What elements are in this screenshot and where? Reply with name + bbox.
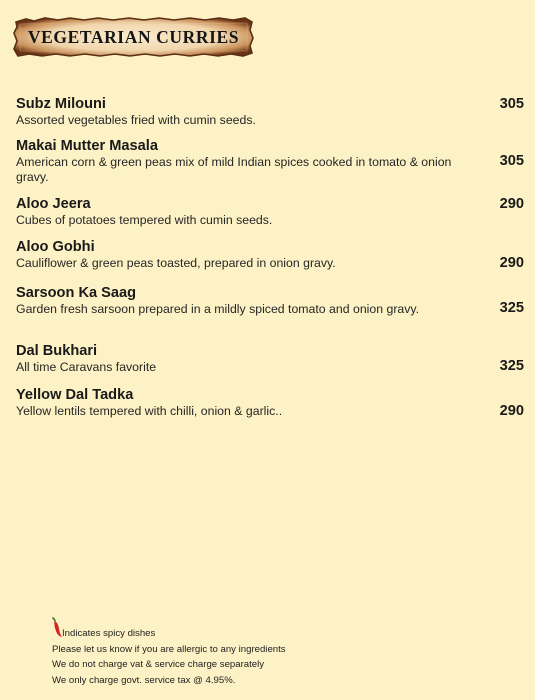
dish-name: Sarsoon Ka Saag (16, 285, 137, 301)
dish-description: Cubes of potatoes tempered with cumin seeds. (16, 213, 273, 227)
dish-name: Subz Milouni (16, 96, 106, 112)
dish-description: Yellow lentils tempered with chilli, onion & garlic.. (16, 404, 283, 418)
dish-price: 325 (499, 300, 524, 316)
dish-price: 325 (499, 358, 524, 374)
dish-price: 290 (499, 196, 524, 212)
dish-price: 290 (499, 403, 524, 419)
menu-item-aloo-gobhi (16, 239, 524, 271)
vat-note: We do not charge vat & service charge separately (52, 659, 265, 671)
dish-price: 305 (499, 153, 524, 169)
service-tax-note: We only charge govt. service tax @ 4.95%. (52, 674, 236, 686)
spicy-note: Indicates spicy dishes (62, 628, 156, 639)
section-title: VEGETARIAN CURRIES (27, 27, 240, 47)
menu-notes (52, 626, 286, 688)
dish-name: Yellow Dal Tadka (16, 387, 134, 403)
dish-description: Garden fresh sarsoon prepared in a mildly spiced tomato and onion gravy. (16, 302, 420, 316)
dish-description: American corn & green peas mix of mild Indian spices cooked in tomato & onion gravy. (16, 155, 452, 184)
section-banner (12, 16, 255, 58)
menu-item-subz-milouni (16, 96, 524, 128)
menu-item-makai-mutter-masala (16, 138, 524, 185)
menu-item-dal-bukhari (16, 343, 524, 375)
dish-price: 305 (499, 96, 524, 112)
allergy-note: Please let us know if you are allergic to any ingredients (52, 643, 286, 655)
dish-description: Assorted vegetables fried with cumin seeds. (16, 113, 256, 127)
dish-name: Makai Mutter Masala (16, 138, 158, 154)
dish-description: Cauliflower & green peas toasted, prepared in onion gravy. (16, 256, 336, 270)
menu-item-aloo-jeera (16, 196, 524, 228)
dish-name: Aloo Gobhi (16, 239, 95, 255)
menu-item-sarsoon-ka-saag (16, 285, 524, 317)
dish-name: Dal Bukhari (16, 343, 98, 359)
dish-description: All time Caravans favorite (16, 360, 157, 374)
dish-price: 290 (499, 255, 524, 271)
dish-name: Aloo Jeera (16, 196, 91, 212)
menu-item-yellow-dal-tadka (16, 387, 524, 419)
